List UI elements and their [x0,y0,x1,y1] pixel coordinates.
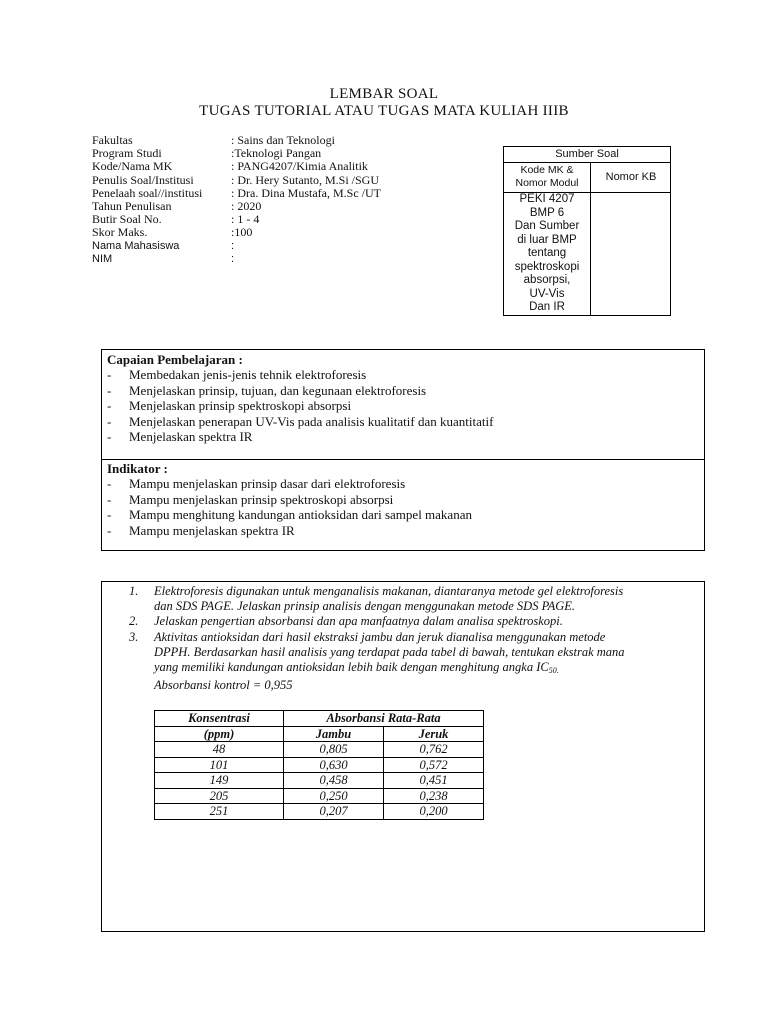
question-number: 2. [129,614,139,629]
question-text [154,660,694,678]
list-item: - Mampu menjelaskan spektra IR [107,522,295,538]
meta-label: Program Studi [92,146,162,161]
table-row [155,788,484,804]
question-text: DPPH. Berdasarkan hasil analisis yang terdapat pada tabel di bawah, tentukan ekstrak mana [154,644,625,659]
source-line: di luar BMP [517,233,577,246]
list-item: - Mampu menjelaskan prinsip dasar dari elektroforesis [107,476,406,491]
list-item-text: Mampu menjelaskan spektra IR [129,522,295,538]
question-number: 3. [129,629,139,644]
list-item: - Menjelaskan prinsip spektroskopi absorpsi [107,398,352,414]
question-2 [129,614,694,629]
meta-value: : [231,239,235,252]
source-line: PEKI 4207 [519,193,575,205]
meta-value: : 1 - 4 [231,212,260,227]
cell-jeruk: 0,200 [384,804,484,820]
section-divider [102,459,704,460]
meta-value: :100 [231,225,253,240]
page-title: LEMBAR SOAL [329,86,439,102]
source-line: UV-Vis [529,287,565,300]
source-col-kode-line1: Kode MK & [520,164,574,176]
meta-label: Penulis Soal/Institusi [92,172,194,187]
cell-jambu: 0,630 [284,757,384,773]
list-item: - Mampu menghitung kandungan antioksidan dari sampel makanan [107,507,472,523]
meta-label: Nama Mahasiswa [92,239,180,252]
meta-value: :Teknologi Pangan [231,146,322,161]
list-item-text: Menjelaskan penerapan UV-Vis pada analisis kualitatif dan kuantitatif [129,413,494,429]
ic50-subscript: 50. [548,666,559,676]
absorbance-control: Absorbansi kontrol = 0,955 [154,678,293,693]
capaian-list [107,367,699,445]
meta-label: Skor Maks. [92,225,148,240]
source-line: spektroskopi [514,260,580,273]
question-text: Elektroforesis digunakan untuk menganalisis makanan, diantaranya metode gel elektroforesis [154,584,624,598]
meta-value: : Dra. Dina Mustafa, M.Sc /UT [231,185,381,200]
source-line: tentang [527,247,567,259]
source-header: Sumber Soal [504,147,670,163]
question-text: dan SDS PAGE. Jelaskan prinsip analisis dengan menggunakan metode SDS PAGE. [154,599,576,614]
table-row [155,804,484,820]
source-col-kode [504,162,591,192]
question-1 [129,584,694,614]
table-row [155,742,484,758]
list-item: - Menjelaskan spektra IR [107,429,253,445]
meta-label: Kode/Nama MK [92,159,173,174]
question-3 [129,630,694,694]
meta-label: Butir Soal No. [92,212,162,227]
meta-value: : Dr. Hery Sutanto, M.Si /SGU [231,172,380,187]
list-item-text: Mampu menghitung kandungan antioksidan dari sampel makanan [129,507,472,523]
absorbance-table [154,710,484,820]
source-line: absorpsi, [523,274,571,286]
page-subtitle: TUGAS TUTORIAL ATAU TUGAS MATA KULIAH IIIB [199,103,569,119]
indikator-section [107,461,699,538]
col-jeruk-header: Jeruk [384,726,484,742]
question-number: 1. [129,584,139,598]
list-item: - Mampu menjelaskan prinsip spektroskopi absorpsi [107,491,394,507]
list-item-text: Menjelaskan prinsip, tujuan, dan kegunaan elektroforesis [129,382,427,398]
meta-value: : Sains dan Teknologi [231,133,335,147]
cell-jeruk: 0,762 [384,742,484,758]
source-table [503,146,671,316]
source-line: Dan Sumber [514,220,580,232]
col-jambu-header: Jambu [284,726,384,742]
list-item-text: Membedakan jenis-jenis tehnik elektroforesis [129,367,367,382]
cell-konsentrasi: 101 [155,757,284,773]
meta-label: Penelaah soal//institusi [92,185,203,200]
cell-jambu: 0,458 [284,773,384,789]
cell-konsentrasi: 149 [155,773,284,789]
question-text-main: yang memiliki kandungan antioksidan lebih baik dengan menghitung angka IC [154,660,549,675]
indikator-heading: Indikator : [107,461,168,476]
cell-konsentrasi: 205 [155,788,284,804]
source-col-kb: Nomor KB [605,171,657,183]
cell-jambu: 0,805 [284,742,384,758]
meta-value: : 2020 [231,198,262,213]
list-item-text: Menjelaskan prinsip spektroskopi absorpsi [129,398,352,414]
capaian-section [107,352,699,445]
meta-value: : [231,252,235,265]
cell-jeruk: 0,238 [384,788,484,804]
table-row [155,773,484,789]
cell-konsentrasi: 48 [155,742,284,758]
list-item: - Menjelaskan penerapan UV-Vis pada analisis kualitatif dan kuantitatif [107,413,494,429]
indikator-list [107,476,699,538]
cell-jeruk: 0,451 [384,773,484,789]
cell-jeruk: 0,572 [384,757,484,773]
list-item: - Menjelaskan prinsip, tujuan, dan kegunaan elektroforesis [107,382,427,398]
question-list [129,584,694,693]
source-line: BMP 6 [529,206,565,219]
source-line: Dan IR [529,301,565,313]
source-content [504,193,591,315]
cell-jambu: 0,207 [284,804,384,820]
col-konsentrasi-header: Konsentrasi [155,711,284,727]
source-columns [504,162,670,193]
list-item-text: Mampu menjelaskan prinsip dasar dari elektroforesis [129,476,406,491]
meta-label: NIM [92,252,113,265]
col-group-header: Absorbansi Rata-Rata [284,711,484,727]
table-row [155,757,484,773]
meta-label: Tahun Penulisan [92,198,172,213]
questions-box [101,581,705,932]
meta-value: : PANG4207/Kimia Analitik [231,159,368,174]
learning-outcomes-box [101,349,705,551]
cell-jambu: 0,250 [284,788,384,804]
question-text: Jelaskan pengertian absorbansi dan apa manfaatnya dalam analisa spektroskopi. [154,614,563,629]
list-item-text: Mampu menjelaskan prinsip spektroskopi absorpsi [129,491,394,507]
list-item-text: Menjelaskan spektra IR [129,429,253,445]
meta-label: Fakultas [92,133,133,147]
cell-konsentrasi: 251 [155,804,284,820]
list-item: - Membedakan jenis-jenis tehnik elektroforesis [107,367,367,382]
col-ppm-header: (ppm) [155,726,284,742]
capaian-heading: Capaian Pembelajaran : [107,352,243,367]
source-col-kode-line2: Nomor Modul [515,177,579,189]
question-text: Aktivitas antioksidan dari hasil ekstraksi jambu dan jeruk dianalisa menggunakan metode [154,629,606,644]
